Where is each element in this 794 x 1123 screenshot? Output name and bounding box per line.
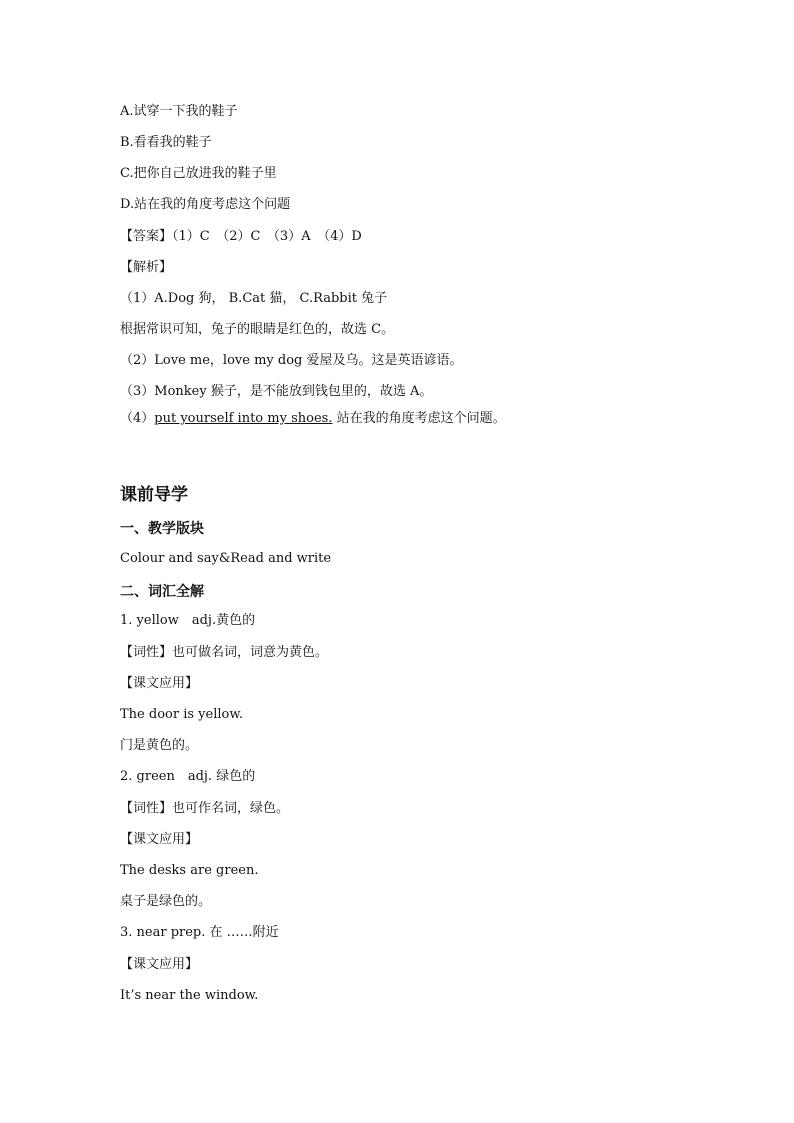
vocab-entry-2: 2. green adj. 绿色的 [120, 769, 256, 784]
answer-line: 【答案】（1）C （2）C （3）A （4）D [120, 229, 362, 244]
vocab-translation-2: 桌子是绿色的。 [120, 894, 212, 909]
analysis-q4-suffix: 站在我的角度考虑这个问题。 [332, 411, 506, 426]
analysis-q1: （1）A.Dog 狗， B.Cat 猫， C.Rabbit 兔子 [120, 291, 388, 306]
vocab-example-2: The desks are green. [120, 863, 259, 878]
vocab-app-label-1: 【课文应用】 [120, 676, 199, 691]
analysis-q2: （2）Love me，love my dog 爱屋及乌。这是英语谚语。 [120, 353, 463, 368]
vocab-entry-3: 3. near prep. 在 ……附近 [120, 925, 279, 940]
vocab-translation-1: 门是黄色的。 [120, 738, 199, 753]
vocab-pos-note-1: 【词性】也可做名词，词意为黄色。 [120, 645, 329, 660]
vocab-example-3: It’s near the window. [120, 988, 259, 1003]
analysis-q4-prefix: （4） [120, 411, 155, 426]
option-d: D.站在我的角度考虑这个问题 [120, 197, 291, 212]
vocab-app-label-3: 【课文应用】 [120, 957, 199, 972]
analysis-q1-reason: 根据常识可知，兔子的眼睛是红色的，故选 C。 [120, 322, 395, 337]
section-title: 课前导学 [120, 485, 188, 505]
vocab-app-label-2: 【课文应用】 [120, 832, 199, 847]
vocab-example-1: The door is yellow. [120, 707, 244, 722]
block2-title: 二、词汇全解 [120, 584, 204, 600]
block1-content: Colour and say&Read and write [120, 551, 332, 566]
block1-title: 一、教学版块 [120, 521, 204, 537]
vocab-pos-note-2: 【词性】也可作名词，绿色。 [120, 801, 290, 816]
analysis-q4-phrase: put yourself into my shoes. [154, 411, 333, 426]
vocab-entry-1: 1. yellow adj.黄色的 [120, 613, 256, 628]
option-c: C.把你自己放进我的鞋子里 [120, 166, 277, 181]
analysis-label: 【解析】 [120, 260, 173, 275]
analysis-q4 [120, 411, 506, 427]
analysis-q3: （3）Monkey 猴子，是不能放到钱包里的，故选 A。 [120, 384, 433, 399]
option-b: B.看看我的鞋子 [120, 135, 212, 150]
option-a: A.试穿一下我的鞋子 [120, 104, 238, 119]
